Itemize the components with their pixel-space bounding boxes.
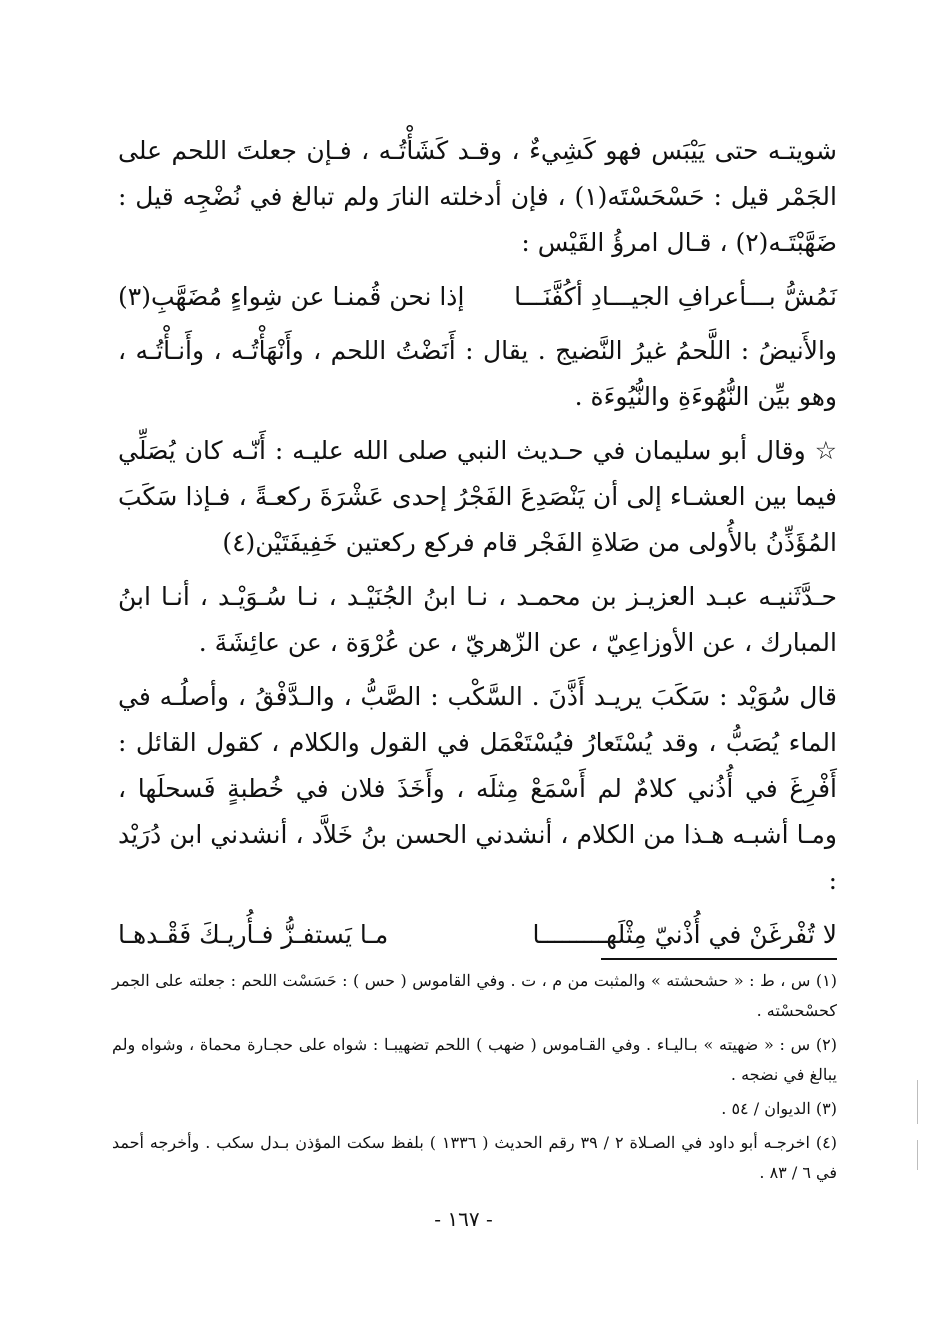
paragraph-isnad: حـدَّثَنيـه عبـد العزيـز بن محمـد ، نـا ابنُ الجُنَيْـد ، نـا سُـوَيْـد ، أنـا ابنُ المبارك ، عن الأوزاعِيّ ، عن الزّهريّ ، عن عُرْوَة ، عن عائِشَةَ . [118, 582, 837, 657]
verse-first-hemistich: نَمُشُّ بـــأعرافِ الجيـــادِ أكُفَّنَـــا [514, 282, 837, 311]
footnotes [112, 966, 837, 1192]
verse-first-hemistich: لا تُفْرغَنْ في أُذْنيّ مِثْلَهـــــــــا [532, 920, 837, 949]
scan-edge-mark [917, 1140, 918, 1170]
verse-second-hemistich: مـا يَستفـزُّ فـأُريـكَ فَقْـدهـا [118, 920, 389, 949]
verse-imru-al-qays [118, 274, 837, 320]
verse-ibn-durayd [118, 912, 837, 958]
footnote-2: (٢) س : « ضهيته » بـاليـاء . وفي القـاموس ( ضهب ) اللحم تضهيبـا : شواه على حجـارة محماة ، وشواه ولم يبالغ في نضجه . [112, 1035, 837, 1084]
footnote-1: (١) س ، ط : « حشحشته » والمثبت من م ، ت . وفي القاموس ( حس ) : حَسَسْت اللحم : جعلته على الجمر كحسْحسْته . [112, 971, 837, 1020]
paragraph-intro: شويتـه حتى يَيْبَس فهو كَشِيءٌ ، وقـد كَشَأْتُـه ، فـإن جعلتَ اللحم على الجَمْر قيل : حَسْحَسْتَه(١) ، فإن أدخلته النارَ ولم تبالغ في نُضْجِه قيل : ضَهَّبْتَـه(٢) ، قـال امرؤُ القَيْس : [118, 136, 837, 257]
verse-second-hemistich: إذا نحن قُمنـا عن شِواءٍ مُضَهَّبِ(٣) [118, 282, 465, 311]
main-text [118, 128, 837, 966]
scan-edge-mark [917, 1080, 918, 1124]
footnote-4: (٤) اخرجـه أبو داود في الصـلاة ٢ / ٣٩ رقم الحديث ( ١٣٣٦ ) بلفظ سكت المؤذن بـدل سكب . وأخرجه أحمد في ٦ / ٨٣ . [112, 1133, 837, 1182]
footnote-separator [601, 958, 837, 960]
footnote-3: (٣) الديوان / ٥٤ . [721, 1099, 837, 1118]
paragraph-hadith: ☆ وقال أبو سليمان في حـديث النبي صلى الله عليـه : أَنّـه كان يُصَلِّي فيما بين العشـاء إلى أن يَنْصَدِعَ الفَجْرُ إحدى عَشْرَةَ ركعـةً ، فـإذا سَكَبَ المُؤَذِّنُ بالأُولى من صَلاةِ الفَجْر قام فركع ركعتين خَفِيفَتَيْن(٤) [118, 436, 837, 557]
paragraph-suwaid: قال سُوَيْد : سَكَبَ يريـد أَذَّنَ . السَّكْب : الصَّبُّ ، والـدَّفْقُ ، وأصلُـه في الماء يُصَبُّ ، وقد يُسْتَعارُ فيُسْتَعْمَل في القول والكلام ، كقول القائل : أَفْرِغَ في أُذُني كلامٌ لم أَسْمَعْ مِثلَه ، وأَخَذَ فلان في خُطبةٍ فَسحلَها ، ومـا أشبـه هـذا من الكلام ، أنشدني الحسن بنُ خَلاَّد ، أنشدني ابن دُرَيْد : [118, 682, 837, 895]
paragraph-anid: والأَنيضُ : اللَّحمُ غيرُ النَّضيج . يقال : أَنَضْتُ اللحم ، وأَنْهَأْتُـه ، وأَنـأْتُـه ، وهو بيِّن النُّهُوءَةِ والنُّيُوءَة . [118, 336, 837, 411]
page-number: - ١٦٧ - [434, 1207, 493, 1231]
